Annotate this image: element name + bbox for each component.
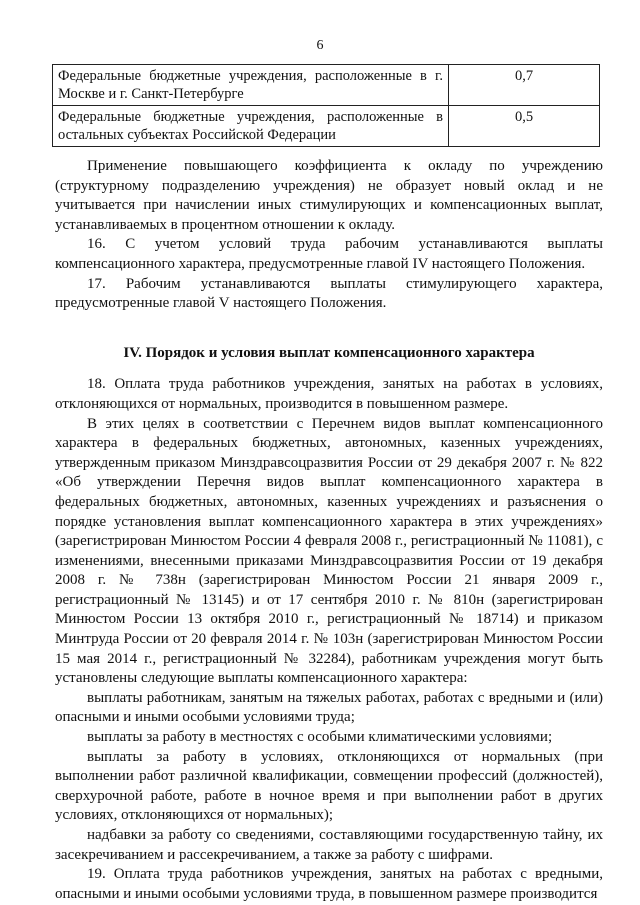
paragraph-17: 17. Рабочим устанавливаются выплаты стимулирующего характера, предусмотренные главой V настоящего Положения. <box>55 275 603 312</box>
document-body <box>55 157 603 904</box>
list-item: надбавки за работу со сведениями, составляющими государственную тайну, их засекречиванием и рассекречиванием, а также за работу с шифрами. <box>55 827 603 863</box>
paragraph-18: 18. Оплата труда работников учреждения, занятых на работах в условиях, отклоняющихся от нормальных, производится в повышенном размере. <box>55 376 603 412</box>
table-cell-label: Федеральные бюджетные учреждения, расположенные в остальных субъектах Российской Федерации <box>53 106 449 147</box>
section-heading: IV. Порядок и условия выплат компенсационного характера <box>123 344 535 361</box>
table-cell-value: 0,5 <box>449 106 600 147</box>
table-row <box>53 65 600 106</box>
table-cell-value: 0,7 <box>449 65 600 106</box>
table-cell-label: Федеральные бюджетные учреждения, расположенные в г. Москве и г. Санкт-Петербурге <box>53 65 449 106</box>
list-item: выплаты за работу в условиях, отклоняющихся от нормальных (при выполнении работ различной квалификации, совмещении профессий (должностей), сверхурочной работе, работе в ночное время и при выполнении работ в других условиях, отклоняющихся от нормальных); <box>55 748 603 824</box>
table-row <box>53 106 600 147</box>
paragraph-16: 16. С учетом условий труда рабочим устанавливаются выплаты компенсационного характера, предусмотренные главой IV настоящего Положения. <box>55 236 603 272</box>
coefficient-table <box>52 64 600 147</box>
list-item: выплаты за работу в местностях с особыми климатическими условиями; <box>87 729 553 746</box>
paragraph-coefficient-note: Применение повышающего коэффициента к окладу по учреждению (структурному подразделению учреждения) не образует новый оклад и не учитывается при начислении иных стимулирующих и компенсационных выплат, устанавливаемых в процентном отношении к окладу. <box>55 158 603 233</box>
paragraph-legal-basis: В этих целях в соответствии с Перечнем видов выплат компенсационного характера в федеральных бюджетных, автономных, казенных учреждениях, утвержденным приказом Минздравсоцразвития России от 29 декабря 2007 г. № 822 «Об утверждении Перечня видов выплат компенсационного характера в федеральных бюджетных, автономных, казенных учреждениях и разъяснения о порядке установления выплат компенсационного характера в этих учреждениях» (зарегистрирован Минюстом России 4 февраля 2008 г., регистрационный № 11081), с изменениями, внесенными приказами Минздравсоцразвития России от 19 декабря 2008 г. № 738н (зарегистрирован Минюстом России 21 января 2009 г., регистрационный № 13145) и от 17 сентября 2010 г. № 810н (зарегистрирован Минюстом России 13 октября 2010 г., регистрационный № 18714) и приказом Минтруда России от 20 февраля 2014 г. № 103н (зарегистрирован Минюстом России 15 мая 2014 г., регистрационный № 32284), работникам учреждения могут быть установлены следующие выплаты компенсационного характера: <box>55 415 603 687</box>
paragraph-19: 19. Оплата труда работников учреждения, занятых на работах с вредными, опасными и иными особыми условиями труда, в повышенном размере производится <box>55 866 603 902</box>
list-item: выплаты работникам, занятым на тяжелых работах, работах с вредными и (или) опасными и иными особыми условиями труда; <box>55 689 603 726</box>
page-number: 6 <box>316 38 324 53</box>
